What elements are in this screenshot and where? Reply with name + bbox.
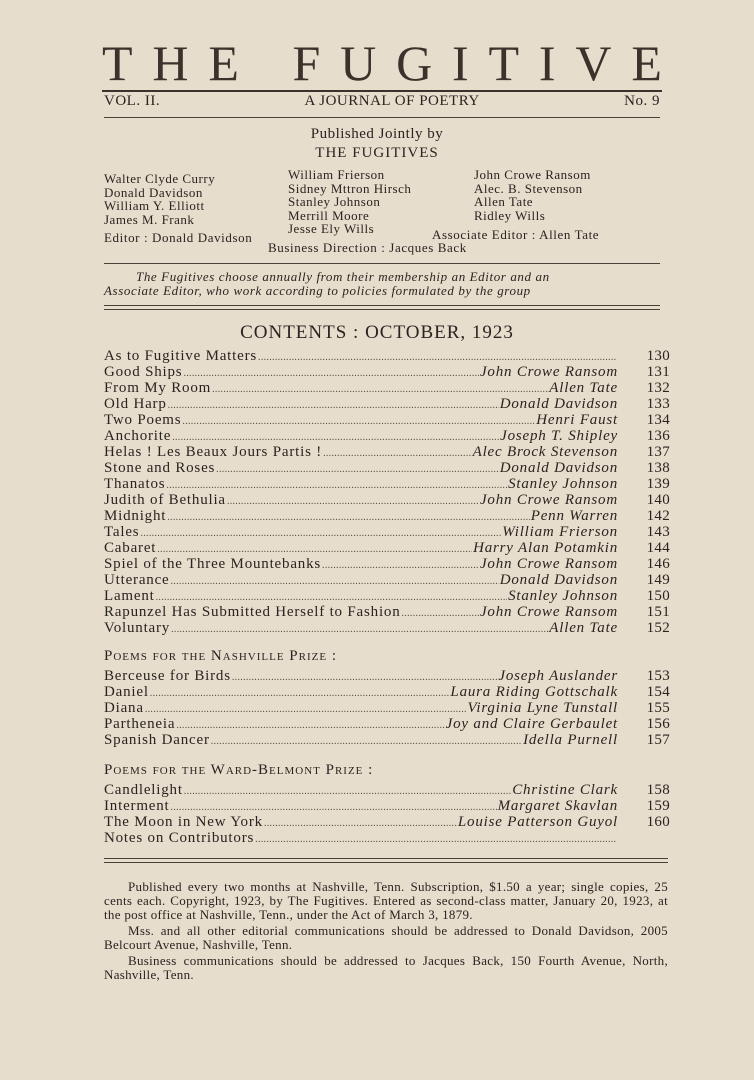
toc-entry-title: Voluntary xyxy=(104,620,171,636)
dot-leader xyxy=(211,736,522,747)
toc-entry-author: Donald Davidson xyxy=(499,572,618,588)
issue-number: No. 9 xyxy=(624,93,660,109)
toc-entry-author: John Crowe Ransom xyxy=(479,604,618,620)
dot-leader xyxy=(145,704,467,715)
associate-editor-line: Associate Editor : Allen Tate xyxy=(432,227,600,242)
nashville-prize-list xyxy=(104,668,670,748)
toc-entry-page: 146 xyxy=(646,556,670,572)
toc-entry-title: Two Poems xyxy=(104,412,182,428)
toc-entry-author: Joseph T. Shipley xyxy=(500,428,618,444)
toc-entry-title: Judith of Bethulia xyxy=(104,492,226,508)
toc-entry-title: Cabaret xyxy=(104,540,157,556)
toc-entry xyxy=(104,572,670,588)
masthead-letter: G xyxy=(396,35,433,91)
toc-entry-author: Louise Patterson Guyol xyxy=(457,814,618,830)
table-of-contents xyxy=(104,348,670,636)
toc-entry xyxy=(104,476,670,492)
dot-leader xyxy=(402,608,479,619)
toc-entry-title: From My Room xyxy=(104,380,212,396)
subscription-paragraph: Published every two months at Nashville, Tenn. Subscription, $1.50 a year; single copies, 25 cents each. Copyright, 1923, by The Fugitives. Entered as second-class matter, January 20, 1923, at the post office at Nashville, Tenn., under the Act of March 3, 1879. xyxy=(104,879,668,922)
contents-title: CONTENTS : OCTOBER, 1923 xyxy=(240,322,514,343)
toc-entry-title: Anchorite xyxy=(104,428,172,444)
toc-entry-author: Donald Davidson xyxy=(499,460,618,476)
dot-leader xyxy=(156,592,507,603)
toc-entry xyxy=(104,428,670,444)
member-name: Merrill Moore xyxy=(288,207,370,223)
dot-leader xyxy=(323,448,472,459)
masthead-letter: E xyxy=(631,35,662,91)
member-name: John Crowe Ransom xyxy=(474,167,591,182)
journal-label: A JOURNAL OF POETRY xyxy=(304,93,480,109)
toc-entry-page: 137 xyxy=(646,444,670,460)
toc-entry-title: Lament xyxy=(104,588,155,604)
member-column xyxy=(288,168,411,236)
member-name: Ridley Wills xyxy=(474,207,546,223)
member-name: Jesse Ely Wills xyxy=(288,221,375,236)
toc-entry-title: Utterance xyxy=(104,572,170,588)
toc-entry-title: Diana xyxy=(104,700,144,716)
dot-leader xyxy=(322,560,479,571)
toc-entry xyxy=(104,508,670,524)
policy-line: The Fugitives choose annually from their membership an Editor and an xyxy=(136,269,550,284)
toc-entry xyxy=(104,524,670,540)
member-column xyxy=(474,168,591,222)
toc-entry-author: Allen Tate xyxy=(549,620,618,636)
toc-entry-title: Thanatos xyxy=(104,476,166,492)
toc-entry-title: Notes on Contributors xyxy=(104,830,255,846)
subheader xyxy=(104,93,660,110)
toc-entry-title: Rapunzel Has Submitted Herself to Fashion xyxy=(104,604,401,620)
toc-entry-author: John Crowe Ransom xyxy=(479,556,618,572)
toc-entry xyxy=(104,732,670,748)
toc-entry-page: 158 xyxy=(646,782,670,798)
toc-entry-page: 151 xyxy=(646,604,670,620)
divider xyxy=(102,90,662,92)
toc-entry xyxy=(104,396,670,412)
divider xyxy=(104,858,668,859)
toc-entry-title: Partheneia xyxy=(104,716,176,732)
toc-entry-author: Margaret Skavlan xyxy=(497,798,618,814)
dot-leader xyxy=(171,576,499,587)
nashville-prize-heading: Poems for the Nashville Prize : xyxy=(104,648,337,664)
toc-entry-page: 154 xyxy=(646,684,670,700)
toc-entry xyxy=(104,540,670,556)
toc-entry xyxy=(104,556,670,572)
toc-entry-title: Helas ! Les Beaux Jours Partis ! xyxy=(104,444,323,460)
dot-leader xyxy=(171,624,548,635)
toc-entry-author: Penn Warren xyxy=(530,508,618,524)
masthead-letter: T xyxy=(488,35,520,91)
toc-entry-title: Good Ships xyxy=(104,364,183,380)
dot-leader xyxy=(150,688,450,699)
divider xyxy=(104,862,668,863)
toc-entry-author: Christine Clark xyxy=(512,782,618,798)
toc-entry-page: 156 xyxy=(646,716,670,732)
member-name: Allen Tate xyxy=(474,194,534,209)
toc-entry-page: 130 xyxy=(646,348,670,364)
toc-entry xyxy=(104,716,670,732)
toc-entry-page: 159 xyxy=(646,798,670,814)
toc-entry-title: Spanish Dancer xyxy=(104,732,210,748)
toc-entry-page: 160 xyxy=(646,814,670,830)
dot-leader xyxy=(216,464,499,475)
toc-entry xyxy=(104,798,670,814)
dot-leader xyxy=(184,786,511,797)
toc-entry xyxy=(104,588,670,604)
toc-entry xyxy=(104,412,670,428)
dot-leader xyxy=(212,384,548,395)
member-name: James M. Frank xyxy=(104,211,195,227)
ward-belmont-prize-list xyxy=(104,782,670,846)
dot-leader xyxy=(176,720,444,731)
member-name: Stanley Johnson xyxy=(288,194,381,209)
member-name: William Frierson xyxy=(288,167,385,182)
toc-entry-author: Joseph Auslander xyxy=(498,668,618,684)
masthead-title xyxy=(102,35,662,91)
business-address-paragraph: Business communications should be addressed to Jacques Back, 150 Fourth Avenue, North, Nashville, Tenn. xyxy=(104,953,668,982)
toc-entry-page: 150 xyxy=(646,588,670,604)
toc-entry-page: 142 xyxy=(646,508,670,524)
toc-entry-author: Stanley Johnson xyxy=(508,476,618,492)
member-name: William Y. Elliott xyxy=(104,198,205,213)
dot-leader xyxy=(182,416,535,427)
toc-entry-title: Candlelight xyxy=(104,782,183,798)
masthead-letter: E xyxy=(208,35,239,91)
toc-entry-page: 138 xyxy=(646,460,670,476)
toc-entry-page: 139 xyxy=(646,476,670,492)
toc-entry xyxy=(104,782,670,798)
toc-entry-page: 134 xyxy=(646,412,670,428)
toc-entry-author: Donald Davidson xyxy=(499,396,618,412)
toc-entry-title: Berceuse for Birds xyxy=(104,668,231,684)
toc-entry-page: 149 xyxy=(646,572,670,588)
toc-entry-page: 131 xyxy=(646,364,670,380)
masthead-letter: F xyxy=(292,35,321,91)
member-name: Walter Clyde Curry xyxy=(104,171,216,186)
publisher-name: THE FUGITIVES xyxy=(315,145,439,161)
toc-entry-page: 140 xyxy=(646,492,670,508)
toc-entry-page: 144 xyxy=(646,540,670,556)
toc-entry xyxy=(104,620,670,636)
toc-entry-author: Laura Riding Gottschalk xyxy=(450,684,618,700)
toc-entry-title: Daniel xyxy=(104,684,149,700)
toc-entry-author: John Crowe Ransom xyxy=(479,492,618,508)
toc-entry xyxy=(104,460,670,476)
masthead-letter: U xyxy=(340,35,377,91)
toc-entry-author: Virginia Lyne Tunstall xyxy=(467,700,618,716)
dot-leader xyxy=(157,544,472,555)
dot-leader xyxy=(171,802,497,813)
dot-leader xyxy=(167,512,529,523)
toc-entry-title: The Moon in New York xyxy=(104,814,263,830)
dot-leader xyxy=(255,834,617,845)
toc-entry-title: Midnight xyxy=(104,508,167,524)
toc-entry-author: Allen Tate xyxy=(549,380,618,396)
toc-entry-page: 132 xyxy=(646,380,670,396)
toc-entry-author: William Frierson xyxy=(502,524,618,540)
dot-leader xyxy=(258,352,617,363)
dot-leader xyxy=(264,818,457,829)
toc-entry xyxy=(104,700,670,716)
divider xyxy=(104,263,660,264)
editor-line: Editor : Donald Davidson xyxy=(104,230,253,245)
toc-entry-author: Idella Purnell xyxy=(523,732,618,748)
toc-entry xyxy=(104,684,670,700)
toc-entry-title: Old Harp xyxy=(104,396,167,412)
divider xyxy=(104,309,660,310)
toc-entry xyxy=(104,348,670,364)
business-direction: Business Direction : Jacques Back xyxy=(268,240,467,255)
toc-entry-title: Tales xyxy=(104,524,140,540)
toc-entry xyxy=(104,380,670,396)
ward-belmont-prize-heading: Poems for the Ward-Belmont Prize : xyxy=(104,762,374,778)
member-name: Donald Davidson xyxy=(104,184,203,200)
editorial-address-paragraph: Mss. and all other editorial communications should be addressed to Donald Davidson, 2005 Belcourt Avenue, Nashville, Tenn. xyxy=(104,923,668,952)
toc-entry-author: Harry Alan Potamkin xyxy=(473,540,618,556)
dot-leader xyxy=(168,400,499,411)
dot-leader xyxy=(227,496,479,507)
toc-entry-page: 157 xyxy=(646,732,670,748)
masthead-letter: I xyxy=(452,35,469,91)
toc-entry-author: John Crowe Ransom xyxy=(479,364,618,380)
member-column xyxy=(104,172,215,226)
masthead-letter: I xyxy=(538,35,556,91)
dot-leader xyxy=(172,432,499,443)
toc-entry-page: 143 xyxy=(646,524,670,540)
dot-leader xyxy=(232,672,498,683)
published-by: Published Jointly by xyxy=(310,126,444,142)
member-name: Alec. B. Stevenson xyxy=(474,180,583,196)
toc-entry-title: As to Fugitive Matters xyxy=(104,348,258,364)
policy-statement xyxy=(104,270,664,298)
masthead-letter: V xyxy=(575,35,612,91)
publication-notice xyxy=(104,880,668,982)
member-name: Sidney Mttron Hirsch xyxy=(288,180,412,196)
dot-leader xyxy=(140,528,501,539)
toc-entry-author: Joy and Claire Gerbaulet xyxy=(445,716,618,732)
toc-entry xyxy=(104,364,670,380)
masthead-letter: T xyxy=(102,35,133,91)
toc-entry-page: 136 xyxy=(646,428,670,444)
toc-entry xyxy=(104,668,670,684)
dot-leader xyxy=(183,368,479,379)
toc-entry xyxy=(104,492,670,508)
toc-entry-author: Alec Brock Stevenson xyxy=(472,444,618,460)
divider xyxy=(104,117,660,118)
toc-entry xyxy=(104,604,670,620)
toc-entry-page: 155 xyxy=(646,700,670,716)
toc-entry-page: 133 xyxy=(646,396,670,412)
toc-entry xyxy=(104,444,670,460)
toc-entry-title: Spiel of the Three Mountebanks xyxy=(104,556,322,572)
masthead-letter: H xyxy=(152,35,189,91)
toc-entry xyxy=(104,830,670,846)
dot-leader xyxy=(166,480,507,491)
toc-entry-title: Interment xyxy=(104,798,170,814)
toc-entry-page: 152 xyxy=(646,620,670,636)
toc-entry-page: 153 xyxy=(646,668,670,684)
toc-entry xyxy=(104,814,670,830)
toc-entry-title: Stone and Roses xyxy=(104,460,216,476)
toc-entry-author: Henri Faust xyxy=(536,412,618,428)
volume-label: VOL. II. xyxy=(104,93,161,109)
divider xyxy=(104,305,660,306)
policy-line: Associate Editor, who work according to policies formulated by the group xyxy=(104,283,531,298)
toc-entry-author: Stanley Johnson xyxy=(508,588,618,604)
